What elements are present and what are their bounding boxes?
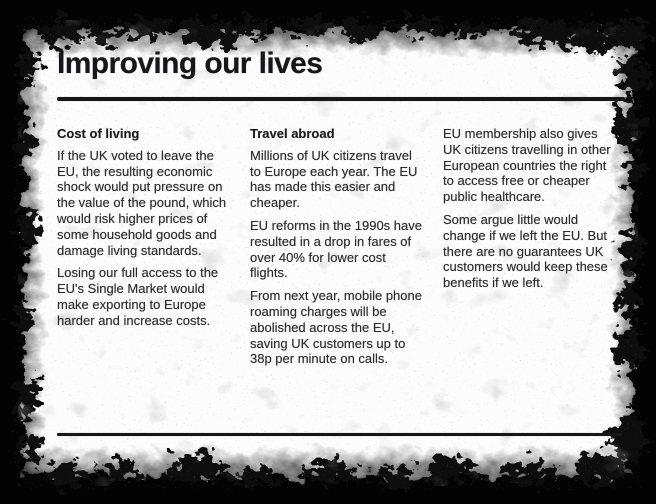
column-travel-abroad [250,126,426,374]
paragraph: EU reforms in the 1990s have resulted in a drop in fares of over 40% for lower cost flights. [250,217,422,281]
paragraph: Losing our full access to the EU's Single Market would make exporting to Europe harder and increase costs. [57,265,219,328]
page-title: Improving our lives [57,47,323,80]
column-eu-membership [443,126,619,374]
column-heading: Travel abroad [250,126,335,141]
paragraph: From next year, mobile phone roaming charges will be abolished across the EU, saving UK customers up to 38p per minute on calls. [250,288,422,367]
paragraph: EU membership also gives UK citizens travelling in other European countries the right to access free or cheaper public healthcare. [443,126,611,205]
column-cost-of-living [57,126,233,374]
bottom-divider [57,433,623,436]
column-heading: Cost of living [57,126,140,141]
title-divider [57,97,625,101]
paragraph: Millions of UK citizens travel to Europe each year. The EU has made this easier and cheaper. [250,147,418,211]
paragraph: Some argue little would change if we left the EU. But there are no guarantees UK customers would keep these benefits if we left. [443,211,608,291]
paragraph: If the UK voted to leave the EU, the resulting economic shock would put pressure on the value of the pound, which would risk higher prices of some household goods and damage living standards. [57,147,227,258]
columns [57,126,619,374]
